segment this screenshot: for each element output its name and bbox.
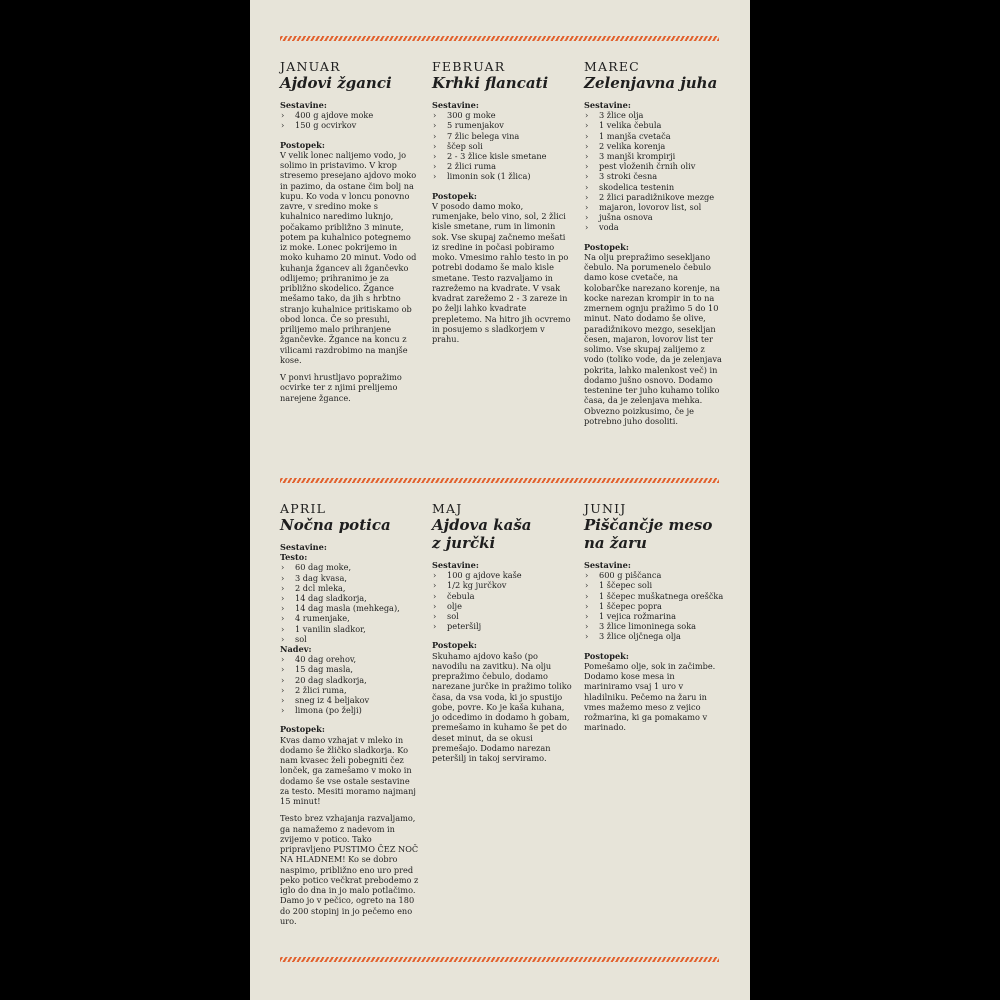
ingredient-item: › 2 žlici ruma (432, 161, 572, 171)
ingredient-item: › 1 ščepec popra (584, 601, 724, 611)
ingredient-item: › 2 žlici paradižnikove mezge (584, 192, 724, 202)
ingredient-item: › ščep soli (432, 141, 572, 151)
ingredient-item: › 150 g ocvirkov (280, 120, 420, 130)
ingredient-item: › majaron, lovorov list, sol (584, 202, 724, 212)
recipe-title: Ajdovi žganci (280, 74, 392, 92)
ingredient-item: › 3 žlice oljčnega olja (584, 631, 724, 641)
ingredients-heading: Sestavine: (432, 560, 479, 570)
ingredient-item: › 4 rumenjake, (280, 613, 420, 623)
recipe-month: JUNIJ (584, 501, 627, 516)
method-paragraph: V posodo damo moko, rumenjake, belo vino, sol, 2 žlici kisle smetane, rum in limonin sok. Vse skupaj začnemo mešati iz sredine in počasi pobiramo moko. Vmesimo rahlo testo in po potrebi dodamo še malo kisle smetane. Testo razvaljamo in razrežemo na kvadrate. V vsak kvadrat zarežemo 2 - 3 zareze in po želji lahko kvadrate prepletemo. Na hitro jih ocvremo in posujemo s sladkorjem v prahu. (432, 200, 571, 345)
ingredient-item: › 15 dag masla, (280, 664, 420, 674)
recipe-month: JANUAR (280, 59, 341, 74)
ingredient-item: › 3 stroki česna (584, 171, 724, 181)
recipe-maj (432, 502, 572, 770)
ingredient-item: › 5 rumenjakov (432, 120, 572, 130)
method-heading: Postopek: (432, 190, 477, 201)
method-paragraph: V ponvi hrustljavo popražimo ocvirke ter z njimi prelijemo narejene žgance. (280, 372, 402, 403)
ingredient-item: › 3 žlice olja (584, 110, 724, 120)
ingredient-item: › 7 žlic belega vina (432, 131, 572, 141)
method-heading: Postopek: (280, 139, 325, 150)
ingredient-item: › olje (432, 601, 572, 611)
ingredient-list (584, 110, 724, 232)
ingredient-item: › 3 manjši krompirji (584, 151, 724, 161)
ingredient-item: › 300 g moke (432, 110, 572, 120)
ingredient-item: › pest vloženih črnih oliv (584, 161, 724, 171)
ingredient-item: › 600 g piščanca (584, 570, 724, 580)
ingredient-item: › jušna osnova (584, 212, 724, 222)
ingredient-item: › 1 ščepec muškatnega oreščka (584, 591, 724, 601)
ingredient-item: › 2 dcl mleka, (280, 583, 420, 593)
ingredients-heading: Sestavine: (280, 542, 327, 552)
ingredient-list (584, 570, 724, 641)
ingredient-item: › 1 ščepec soli (584, 580, 724, 590)
recipe-februar (432, 60, 572, 351)
recipe-month: MAREC (584, 59, 640, 74)
ingredient-list (432, 110, 572, 181)
ingredient-item: › limonin sok (1 žlica) (432, 171, 572, 181)
recipe-title: Ajdova kaša z jurčki (432, 516, 532, 552)
ingredient-list (280, 110, 420, 130)
ingredients-heading: Sestavine: (432, 100, 479, 110)
ingredient-item: › 2 - 3 žlice kisle smetane (432, 151, 572, 161)
ingredients-heading: Sestavine: (280, 100, 327, 110)
ingredient-item: › 1/2 kg jurčkov (432, 580, 572, 590)
ingredient-item: › limona (po želji) (280, 705, 420, 715)
method-heading: Postopek: (280, 724, 325, 735)
recipe-month: MAJ (432, 501, 463, 516)
recipe-title: Zelenjavna juha (584, 74, 718, 92)
method-heading: Postopek: (584, 241, 629, 252)
ingredient-list (280, 654, 420, 715)
ingredient-item: › sneg iz 4 beljakov (280, 695, 420, 705)
recipe-title: Nočna potica (280, 516, 391, 534)
middle-divider-stripe (280, 478, 719, 483)
ingredient-item: › 3 žlice limoninega soka (584, 621, 724, 631)
method-paragraph: V velik lonec nalijemo vodo, jo solimo in pristavimo. V krop stresemo presejano ajdovo moko in pazimo, da ostane čim bolj na kupu. Ko voda v loncu ponovno zavre, v sredino moke s kuhalnico naredimo luknjo, počakamo približno 3 minute, potem pa kuhalnico potegnemo iz moke. Lonec pokrijemo in moko kuhamo 20 minut. Vodo od kuhanja žgancev ali žgančevko odlijemo; prihranimo je za približno skodelico. Žgance mešamo tako, da jih s hrbtno stranjo kuhalnice pritiskamo ob obod lonca. Če so presuhi, prilijemo malo prihranjene žgančevke. Žgance na koncu z vilicami razdrobimo na manjše kose. (280, 149, 417, 365)
ingredient-item: › 100 g ajdove kaše (432, 570, 572, 580)
recipe-page (250, 0, 750, 1000)
ingredient-item: › peteršilj (432, 621, 572, 631)
top-divider-stripe (280, 36, 719, 41)
ingredient-item: › čebula (432, 591, 572, 601)
recipe-title: Krhki flancati (432, 74, 549, 92)
ingredient-item: › voda (584, 222, 724, 232)
method-paragraph: Skuhamo ajdovo kašo (po navodilu na zavitku). Na olju prepražimo čebulo, dodamo narezane jurčke in pražimo toliko časa, da vsa voda, ki jo spustijo gobe, povre. Ko je kaša kuhana, jo odcedimo in dodamo h gobam, premešamo in kuhamo še pet do deset minut, da se okusi premešajo. Dodamo narezan peteršilj in takoj serviramo. (432, 650, 572, 764)
ingredient-item: › 1 vejica rožmarina (584, 611, 724, 621)
ingredient-item: › 20 dag sladkorja, (280, 675, 420, 685)
ingredient-item: › skodelica testenin (584, 182, 724, 192)
ingredient-item: › sol (280, 634, 420, 644)
recipe-month: APRIL (280, 501, 327, 516)
ingredient-item: › sol (432, 611, 572, 621)
recipe-marec (584, 60, 724, 433)
bottom-divider-stripe (280, 957, 719, 962)
ingredient-list (280, 562, 420, 644)
ingredients-heading: Sestavine: (584, 100, 631, 110)
ingredient-item: › 1 manjša cvetača (584, 131, 724, 141)
method-heading: Postopek: (584, 650, 629, 661)
method-heading: Postopek: (432, 640, 477, 651)
ingredient-group-label: Nadev: (280, 644, 312, 655)
method-paragraph: Pomešamo olje, sok in začimbe. Dodamo kose mesa in mariniramo vsaj 1 uro v hladilniku. Pečemo na žaru in vmes mažemo meso z vejico rožmarina, ki ga pomakamo v marinado. (584, 660, 716, 733)
ingredient-group-label: Testo: (280, 552, 308, 563)
recipe-title: Piščančje meso na žaru (584, 516, 713, 552)
ingredient-item: › 2 žlici ruma, (280, 685, 420, 695)
ingredient-item: › 14 dag sladkorja, (280, 593, 420, 603)
ingredient-item: › 40 dag orehov, (280, 654, 420, 664)
recipe-januar (280, 60, 420, 410)
ingredient-item: › 3 dag kvasa, (280, 573, 420, 583)
ingredient-list (432, 570, 572, 631)
ingredient-item: › 14 dag masla (mehkega), (280, 603, 420, 613)
method-paragraph: Kvas damo vzhajat v mleko in dodamo še žličko sladkorja. Ko nam kvasec želi pobegniti čez lonček, ga zamešamo v moko in dodamo še vse ostale sestavine za testo. Mesiti moramo najmanj 15 minut! (280, 734, 416, 807)
recipe-junij (584, 502, 724, 740)
recipe-month: FEBRUAR (432, 59, 506, 74)
ingredient-item: › 60 dag moke, (280, 562, 420, 572)
ingredient-item: › 400 g ajdove moke (280, 110, 420, 120)
ingredient-item: › 1 velika čebula (584, 120, 724, 130)
recipe-april (280, 502, 420, 933)
method-paragraph: Na olju prepražimo sesekljano čebulo. Na porumenelo čebulo damo kose cvetače, na kolobarčke narezano korenje, na kocke narezan krompir in to na zmernem ognju pražimo 5 do 10 minut. Nato dodamo še olive, paradižnikovo mezgo, sesekljan česen, majaron, lovorov list ter solimo. Vse skupaj zalijemo z vodo (toliko vode, da je zelenjava pokrita, lahko malenkost več) in dodamo jušno osnovo. Dodamo testenine ter juho kuhamo toliko časa, da je zelenjava mehka. Obvezno poizkusimo, če je potrebno juho dosoliti. (584, 251, 722, 426)
ingredients-heading: Sestavine: (584, 560, 631, 570)
method-paragraph: Testo brez vzhajanja razvaljamo, ga namažemo z nadevom in zvijemo v potico. Tako pripravljeno PUSTIMO ČEZ NOČ NA HLADNEM! Ko se dobro naspimo, približno eno uro pred peko potico večkrat prebodemo z iglo do dna in jo malo potlačimo. Damo jo v pečico, ogreto na 180 do 200 stopinj in jo pečemo eno uro. (280, 813, 419, 926)
ingredient-item: › 2 velika korenja (584, 141, 724, 151)
ingredient-item: › 1 vanilin sladkor, (280, 624, 420, 634)
